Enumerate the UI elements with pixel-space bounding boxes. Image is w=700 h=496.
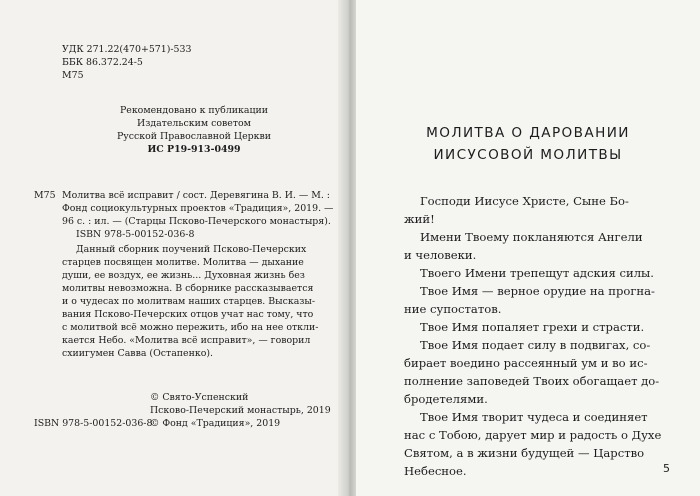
bbk-code: ББК 86.372.24-5 <box>62 57 143 68</box>
prayer-line: Твое Имя — верное орудие на прогна- <box>420 284 655 298</box>
annotation-line: кается Небо. «Молитва всё исправит», — говорил <box>62 335 311 346</box>
recommendation-line: Издательским советом <box>137 118 251 129</box>
annotation-line: вания Псково-Печерских отцов учат нас тому, что <box>62 309 314 320</box>
prayer-line: Твое Имя подает силу в подвигах, со- <box>420 338 651 352</box>
prayer-line: Твоего Имени трепещут адския силы. <box>420 266 654 280</box>
page-number: 5 <box>663 462 670 475</box>
prayer-line: жий! <box>404 212 435 226</box>
catalog-line: Фонд социокультурных проектов «Традиция», 2019. — <box>62 203 334 214</box>
annotation-line: души, ее воздух, ее жизнь... Духовная жизнь без <box>62 270 305 281</box>
isbn-main: ISBN 978-5-00152-036-8 <box>76 229 195 240</box>
prayer-line: Святом, а в жизни будущей — Царство <box>404 446 645 460</box>
udk-code: УДК 271.22(470+571)-533 <box>62 44 192 55</box>
prayer-line: и человеки. <box>404 248 477 262</box>
catalog-code: М75 <box>34 190 56 201</box>
prayer-line: полнение заповедей Твоих обогащает до- <box>404 374 660 388</box>
prayer-line: Небесное. <box>404 464 467 478</box>
prayer-line: Твое Имя творит чудеса и соединяет <box>420 410 648 424</box>
annotation-line: схиигумен Савва (Остапенко). <box>62 348 213 359</box>
isbn-footer: ISBN 978-5-00152-036-8 <box>34 418 153 429</box>
prayer-heading-line: МОЛИТВА О ДАРОВАНИИ <box>426 125 630 141</box>
annotation-line: Данный сборник поучений Псково-Печерских <box>76 244 307 255</box>
author-code: М75 <box>62 70 84 81</box>
prayer-heading-line: ИИСУСОВОЙ МОЛИТВЫ <box>433 147 623 163</box>
prayer-line: бирает воедино рассеянный ум и во ис- <box>404 356 648 370</box>
recommendation-line: Русской Православной Церкви <box>116 131 272 142</box>
annotation-line: и о чудесах по молитвам наших старцев. Высказы- <box>62 296 316 307</box>
annotation-line: старцев посвящен молитве. Молитва — дыхание <box>62 257 304 268</box>
catalog-line: Молитва всё исправит / сост. Деревягина В. И. — М. : <box>62 190 330 201</box>
right-page-prayer <box>356 0 700 496</box>
copyright-line: © Фонд «Традиция», 2019 <box>150 418 281 429</box>
prayer-line: Твое Имя попаляет грехи и страсти. <box>420 320 645 334</box>
prayer-line: Имени Твоему покланяются Ангели <box>420 230 643 244</box>
annotation-line: с молитвой всё можно пережить, ибо на нее откли- <box>62 322 319 333</box>
prayer-line: ние супостатов. <box>404 302 502 316</box>
copyright-line: © Свято-Успенский <box>150 392 249 403</box>
annotation-line: молитвы невозможна. В сборнике рассказывается <box>62 283 314 294</box>
prayer-line: бродетелями. <box>404 392 488 406</box>
left-page-imprint <box>0 0 345 496</box>
council-id: ИС Р19-913-0499 <box>147 144 241 155</box>
prayer-line: нас с Тобою, дарует мир и радость о Духе <box>404 428 662 442</box>
recommendation-line: Рекомендовано к публикации <box>119 105 269 116</box>
prayer-line: Господи Иисусе Христе, Сыне Бо- <box>420 194 629 208</box>
catalog-line: 96 с. : ил. — (Старцы Псково-Печерского монастыря). <box>62 216 331 227</box>
copyright-line: Псково-Печерский монастырь, 2019 <box>150 405 331 416</box>
